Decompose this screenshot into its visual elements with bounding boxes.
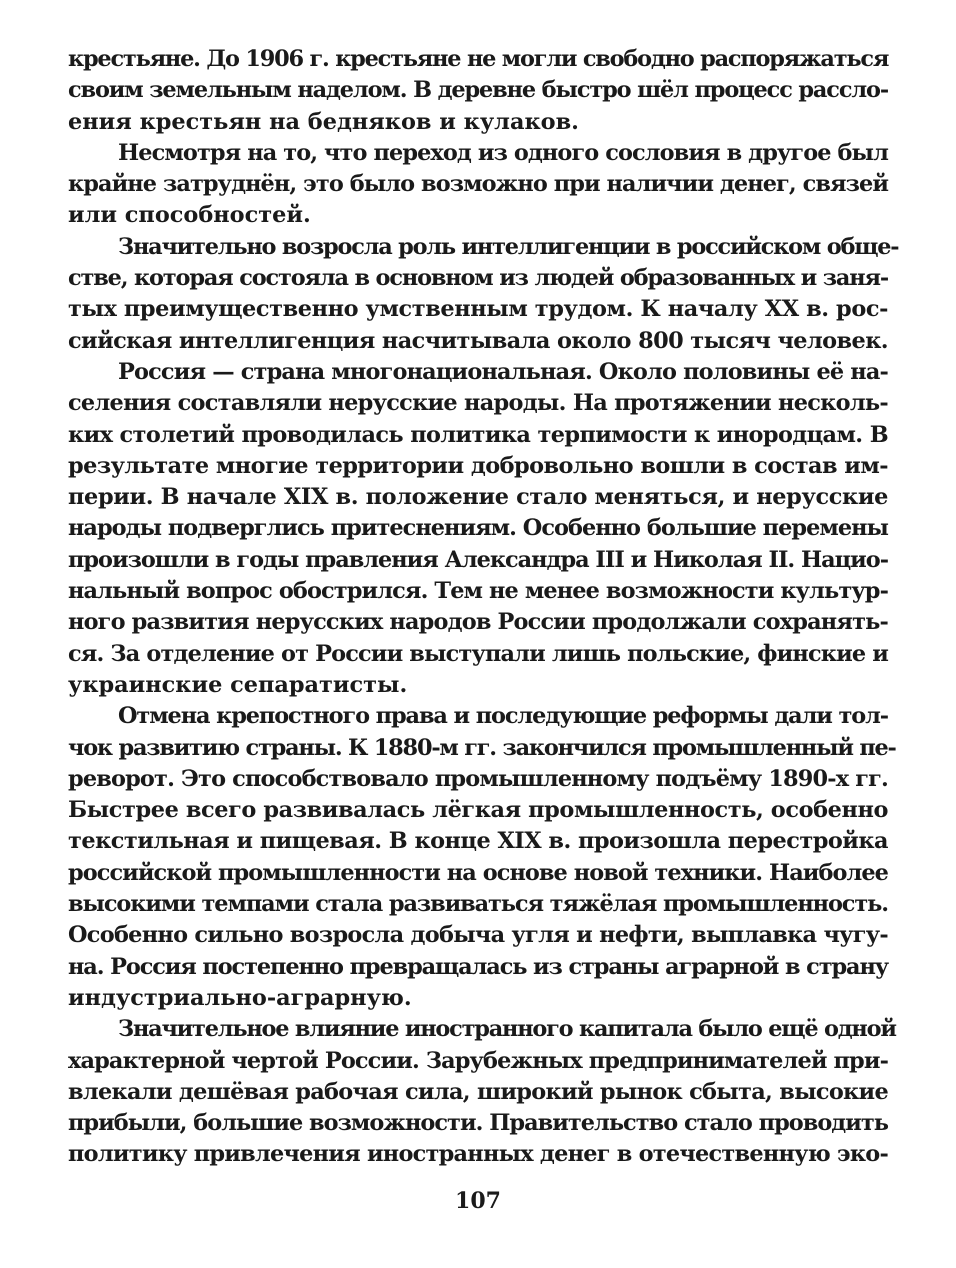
- text-line: индустриально-аграрную.: [68, 984, 412, 1011]
- paragraph: [68, 701, 896, 1014]
- text-line: Несмотря на то, что переход из одного сословия в другое был: [118, 139, 888, 166]
- page-body: [68, 44, 899, 1171]
- text-line: нальный вопрос обострился. Тем не менее возможности культур-: [68, 578, 889, 605]
- text-line: влекали дешёвая рабочая сила, широкий рынок сбыта, высокие: [68, 1078, 889, 1105]
- text-line: тых преимущественно умственным трудом. К началу XX в. рос-: [68, 296, 888, 323]
- text-line: стве, которая состояла в основном из людей образованных и заня-: [68, 265, 888, 292]
- paragraph: [68, 232, 899, 357]
- text-line: народы подверглись притеснениям. Особенно большие перемены: [68, 515, 889, 542]
- text-line: высокими темпами стала развиваться тяжёлая промышленность.: [68, 891, 888, 918]
- paragraph: [68, 138, 888, 232]
- text-line: крестьяне. До 1906 г. крестьяне не могли свободно распоряжаться: [68, 46, 889, 72]
- text-line: Особенно сильно возросла добыча угля и нефти, выплавка чугу-: [68, 922, 888, 949]
- text-line: Отмена крепостного права и последующие реформы дали тол-: [118, 703, 889, 730]
- paragraph: [68, 357, 888, 701]
- text-line: произошли в годы правления Александра III и Николая II. Нацио-: [68, 546, 889, 573]
- text-line: Значительное влияние иностранного капитала было ещё одной: [118, 1016, 896, 1043]
- page-number: 107: [455, 1188, 501, 1214]
- text-line: перии. В начале XIX в. положение стало меняться, и нерусские: [68, 484, 889, 511]
- text-line: ного развития нерусских народов России продолжали сохранять-: [68, 609, 888, 636]
- text-line: политику привлечения иностранных денег в отечественную эко-: [68, 1141, 888, 1168]
- text-line: крайне затруднён, это было возможно при наличии денег, связей: [68, 171, 889, 198]
- text-line: или способностей.: [68, 202, 311, 229]
- text-line: Быстрее всего развивалась лёгкая промышленность, особенно: [68, 797, 889, 824]
- text-line: ких столетий проводилась политика терпимости к инородцам. В: [68, 421, 889, 448]
- text-line: селения составляли нерусские народы. На протяжении несколь-: [68, 390, 888, 417]
- text-line: российской промышленности на основе новой техники. Наиболее: [68, 859, 888, 886]
- text-line: ения крестьян на бедняков и кулаков.: [68, 108, 579, 135]
- text-line: характерной чертой России. Зарубежных предпринимателей при-: [68, 1047, 889, 1074]
- text-line: Россия — страна многонациональная. Около половины её на-: [118, 358, 888, 385]
- paragraph: [68, 1014, 896, 1170]
- text-line: текстильная и пищевая. В конце XIX в. произошла перестройка: [68, 828, 889, 855]
- text-line: сийская интеллигенция насчитывала около 800 тысяч человек.: [68, 327, 888, 354]
- text-line: результате многие территории добровольно вошли в состав им-: [68, 452, 889, 479]
- text-line: ся. За отделение от России выступали лишь польские, финские и: [68, 640, 888, 667]
- text-line: украинские сепаратисты.: [68, 671, 408, 698]
- text-line: реворот. Это способствовало промышленному подъёму 1890-х гг.: [68, 765, 889, 792]
- paragraph: [68, 44, 888, 138]
- text-line: прибыли, большие возможности. Правительство стало проводить: [68, 1110, 889, 1137]
- text-line: на. Россия постепенно превращалась из страны аграрной в страну: [68, 953, 888, 980]
- text-line: Значительно возросла роль интеллигенции в российском обще-: [118, 233, 899, 260]
- text-line: чок развитию страны. К 1880-м гг. закончился промышленный пе-: [68, 734, 896, 761]
- text-line: своим земельным наделом. В деревне быстро шёл процесс рассло-: [68, 77, 888, 104]
